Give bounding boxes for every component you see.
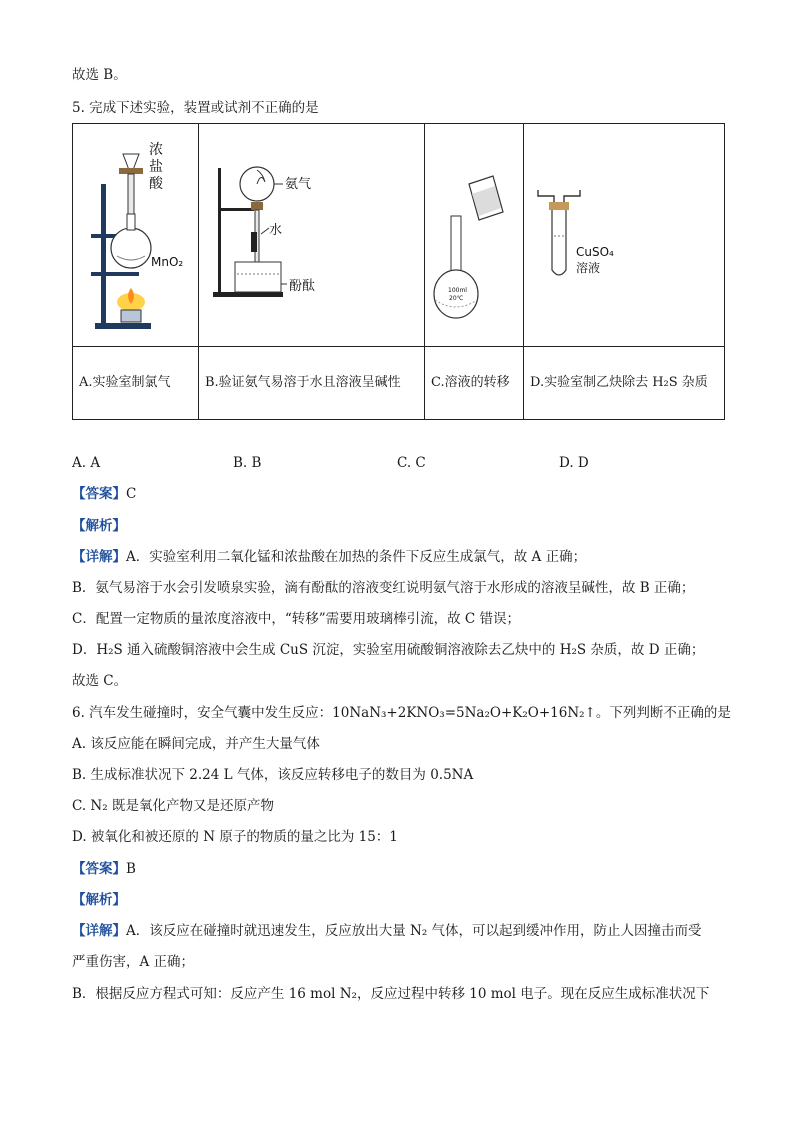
conc-hcl-label-line2: 盐 bbox=[149, 159, 163, 175]
q5-option-b: B. B bbox=[233, 455, 262, 471]
diagram-b-cell bbox=[199, 124, 425, 347]
solution-label: 溶液 bbox=[576, 261, 601, 275]
q6-detail-a-cont: 严重伤害，A 正确； bbox=[72, 954, 195, 970]
q6-answer-line bbox=[72, 859, 136, 879]
phenolphthalein-label: 酚酞 bbox=[289, 279, 316, 294]
q6-answer-label: 【答案】 bbox=[72, 861, 126, 877]
conc-hcl-label-line3: 酸 bbox=[149, 176, 163, 192]
caption-a: A.实验室制氯气 bbox=[73, 347, 199, 420]
q5-analysis-label: 解析 bbox=[85, 518, 113, 534]
q6-analysis-label: 解析 bbox=[85, 892, 113, 908]
question-5-stem: 5. 完成下述实验，装置或试剂不正确的是 bbox=[72, 100, 319, 116]
apparatus-table bbox=[72, 123, 725, 420]
q6-option-b: B. 生成标准状况下 2.24 L 气体，该反应转移电子的数目为 0.5NA bbox=[72, 767, 474, 783]
fountain-experiment-diagram bbox=[199, 124, 424, 342]
q5-answer-line bbox=[72, 484, 136, 504]
gas-washing-diagram bbox=[524, 124, 724, 342]
q5-detail-a: 【详解】A．实验室利用二氧化锰和浓盐酸在加热的条件下反应生成氯气，故 A 正确； bbox=[72, 549, 587, 565]
chlorine-apparatus-diagram bbox=[73, 124, 198, 342]
caption-d: D.实验室制乙炔除去 H₂S 杂质 bbox=[524, 347, 725, 420]
conc-hcl-label-line1: 浓 bbox=[149, 142, 163, 158]
q6-answer: B bbox=[126, 861, 136, 877]
ammonia-label: 氨气 bbox=[285, 177, 312, 192]
question-6-stem: 6. 汽车发生碰撞时，安全气囊中发生反应：10NaN₃+2KNO₃=5Na₂O+K₂O+16N₂↑。下列判断不正确的是 bbox=[72, 705, 731, 721]
cuso4-label: CuSO₄ bbox=[576, 245, 614, 259]
q5-analysis-line: 【解析】 bbox=[72, 518, 126, 534]
q6-detail-b: B．根据反应方程式可知：反应产生 16 mol N₂，反应过程中转移 10 mol 电子。现在反应生成标准状况下 bbox=[72, 986, 710, 1002]
water-label: 水 bbox=[269, 223, 283, 238]
flask-temperature-label: 20℃ bbox=[449, 295, 464, 302]
q5-answer: C bbox=[126, 486, 137, 502]
question-5-options bbox=[72, 453, 722, 473]
solution-transfer-diagram bbox=[425, 124, 523, 342]
q5-option-d: D. D bbox=[559, 455, 589, 471]
q6-option-a: A. 该反应能在瞬间完成，并产生大量气体 bbox=[72, 736, 320, 752]
q5-option-c: C. C bbox=[397, 455, 426, 471]
previous-conclusion: 故选 B。 bbox=[72, 67, 127, 83]
q5-conclusion: 故选 C。 bbox=[72, 673, 128, 689]
q6-option-d: D. 被氧化和被还原的 N 原子的物质的量之比为 15：1 bbox=[72, 829, 398, 845]
caption-b: B.验证氨气易溶于水且溶液呈碱性 bbox=[199, 347, 425, 420]
flask-volume-label: 100ml bbox=[448, 287, 467, 294]
diagram-c-cell bbox=[425, 124, 524, 347]
diagram-d-cell bbox=[524, 124, 725, 347]
q5-detail-d: D．H₂S 通入硫酸铜溶液中会生成 CuS 沉淀，实验室用硫酸铜溶液除去乙炔中的 H₂S 杂质，故 D 正确； bbox=[72, 642, 705, 658]
q5-detail-c: C．配置一定物质的量浓度溶液中，“转移”需要用玻璃棒引流，故 C 错误； bbox=[72, 611, 521, 627]
q5-details-label: 【详解】 bbox=[72, 549, 126, 565]
q6-details-label: 【详解】 bbox=[72, 923, 126, 939]
q5-answer-label: 【答案】 bbox=[72, 486, 126, 502]
q6-analysis-line: 【解析】 bbox=[72, 892, 126, 908]
q6-option-c: C. N₂ 既是氧化产物又是还原产物 bbox=[72, 798, 274, 814]
q6-detail-a: 【详解】A．该反应在碰撞时就迅速发生，反应放出大量 N₂ 气体，可以起到缓冲作用，防止人因撞击而受 bbox=[72, 923, 702, 939]
mno2-label: MnO₂ bbox=[151, 255, 184, 269]
diagram-a-cell bbox=[73, 124, 199, 347]
q5-detail-b: B．氨气易溶于水会引发喷泉实验，滴有酚酞的溶液变红说明氨气溶于水形成的溶液呈碱性，故 B 正确； bbox=[72, 580, 695, 596]
caption-c: C.溶液的转移 bbox=[425, 347, 524, 420]
q5-option-a: A. A bbox=[72, 455, 101, 471]
